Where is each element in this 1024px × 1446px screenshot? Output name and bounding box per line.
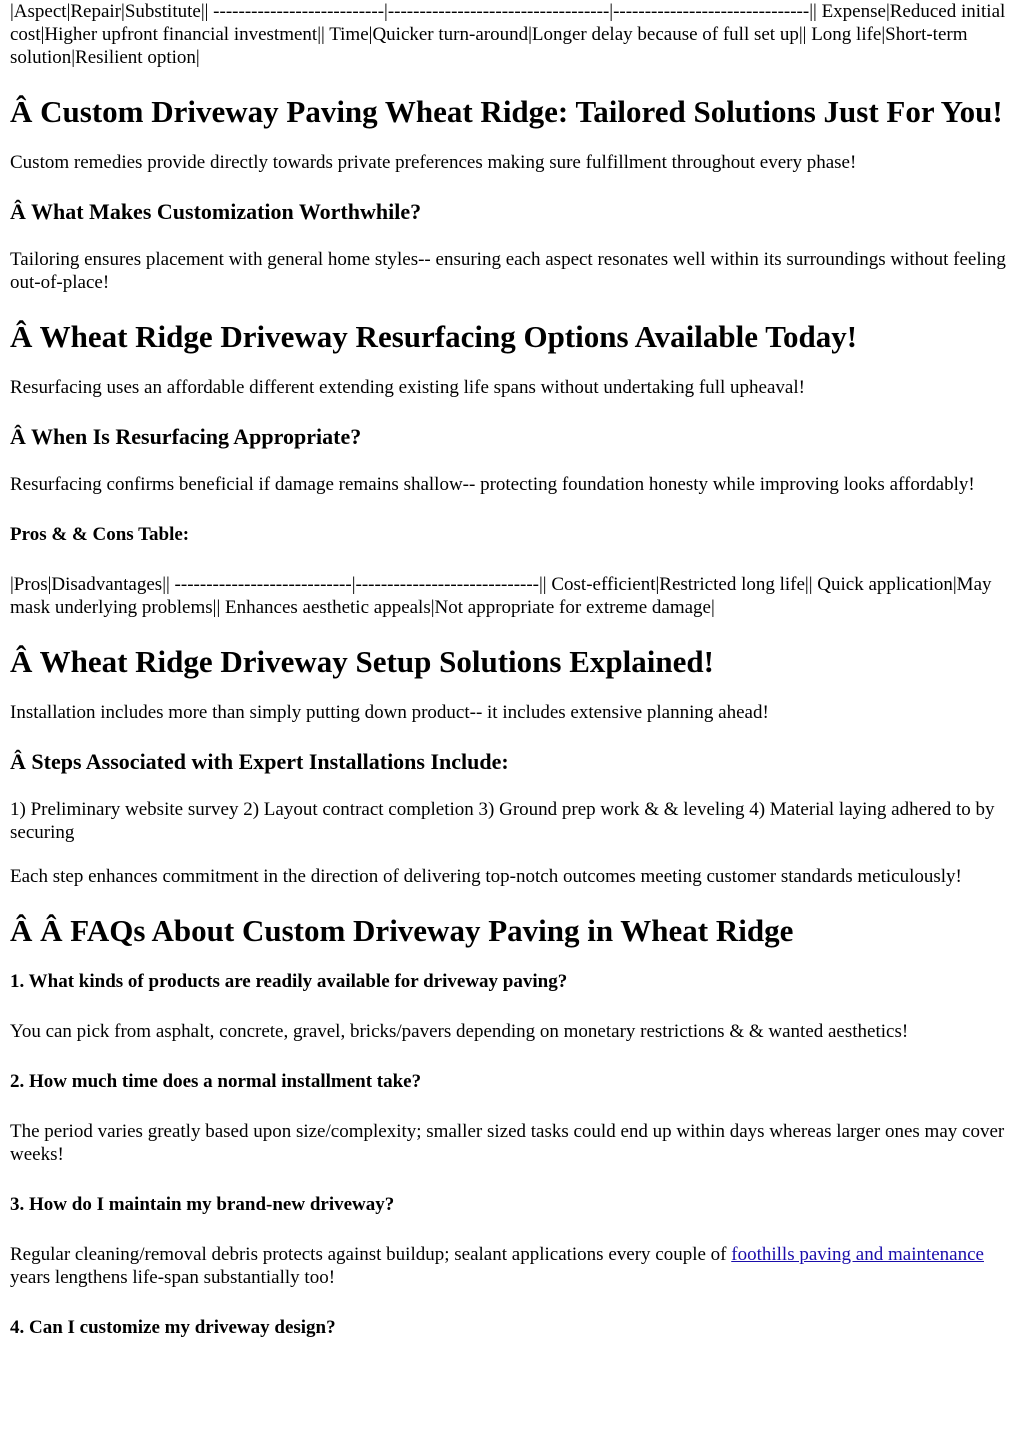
heading-pros-cons: Pros & & Cons Table: — [10, 524, 190, 545]
paragraph-setup-solutions: Installation includes more than simply putting down product-- it includes extensive planning ahead! — [10, 702, 769, 723]
faq-question-4: 4. Can I customize my driveway design? — [10, 1317, 336, 1338]
heading-installation-steps: Â Steps Associated with Expert Installations Include: — [10, 749, 509, 774]
faq-answer-3 — [10, 1243, 1014, 1289]
heading-resurfacing-options: Â Wheat Ridge Driveway Resurfacing Options Available Today! — [10, 319, 858, 354]
faq-question-2: 2. How much time does a normal installment take? — [10, 1071, 422, 1092]
faq-answer-3-text-before: Regular cleaning/removal debris protects against buildup; sealant applications every couple of — [10, 1244, 732, 1265]
heading-resurfacing-appropriate: Â When Is Resurfacing Appropriate? — [10, 424, 362, 449]
paragraph-installation-steps: 1) Preliminary website survey 2) Layout contract completion 3) Ground prep work & & leveling 4) Material laying adhered to by securing — [10, 799, 995, 843]
heading-customization-worthwhile: Â What Makes Customization Worthwhile? — [10, 199, 422, 224]
faq-question-3: 3. How do I maintain my brand-new driveway? — [10, 1194, 395, 1215]
faq-answer-2: The period varies greatly based upon size/complexity; smaller sized tasks could end up within days whereas larger ones may cover weeks! — [10, 1121, 1005, 1165]
faq-question-1: 1. What kinds of products are readily available for driveway paving? — [10, 971, 568, 992]
paragraph-each-step: Each step enhances commitment in the direction of delivering top-notch outcomes meeting customer standards meticulously! — [10, 866, 962, 887]
heading-setup-solutions: Â Wheat Ridge Driveway Setup Solutions Explained! — [10, 644, 714, 679]
heading-faqs: Â Â FAQs About Custom Driveway Paving in Wheat Ridge — [10, 913, 794, 948]
paragraph-custom-paving: Custom remedies provide directly towards private preferences making sure fulfillment throughout every phase! — [10, 152, 857, 173]
paragraph-customization-worthwhile: Tailoring ensures placement with general home styles-- ensuring each aspect resonates well within its surroundings without feeling out-of-place! — [10, 249, 1006, 293]
heading-custom-paving: Â Custom Driveway Paving Wheat Ridge: Tailored Solutions Just For You! — [10, 94, 1003, 129]
faq-answer-3-text-after: years lengthens life-span substantially too! — [10, 1267, 336, 1288]
foothills-paving-link[interactable]: foothills paving and maintenance — [731, 1244, 984, 1265]
pros-cons-table-text: |Pros|Disadvantages|| ----------------------------|-----------------------------|| Cost-efficient|Restricted long life|| Quick application|May mask underlying problems|| Enhances aesthetic appeals|Not appropriate for extreme damage| — [10, 574, 992, 618]
faq-answer-1: You can pick from asphalt, concrete, gravel, bricks/pavers depending on monetary restrictions & & wanted aesthetics! — [10, 1021, 909, 1042]
paragraph-resurfacing-appropriate: Resurfacing confirms beneficial if damage remains shallow-- protecting foundation honesty while improving looks affordably! — [10, 474, 975, 495]
paragraph-resurfacing-options: Resurfacing uses an affordable different extending existing life spans without undertaking full upheaval! — [10, 377, 805, 398]
intro-table-text: |Aspect|Repair|Substitute|| ---------------------------|-----------------------------------|-------------------------------|| Expense|Reduced initial cost|Higher upfront financial investment|| Time|Quicker turn-around|Longer delay because of full set up|| Long life|Short-term solution|Resilient option| — [10, 1, 1006, 68]
